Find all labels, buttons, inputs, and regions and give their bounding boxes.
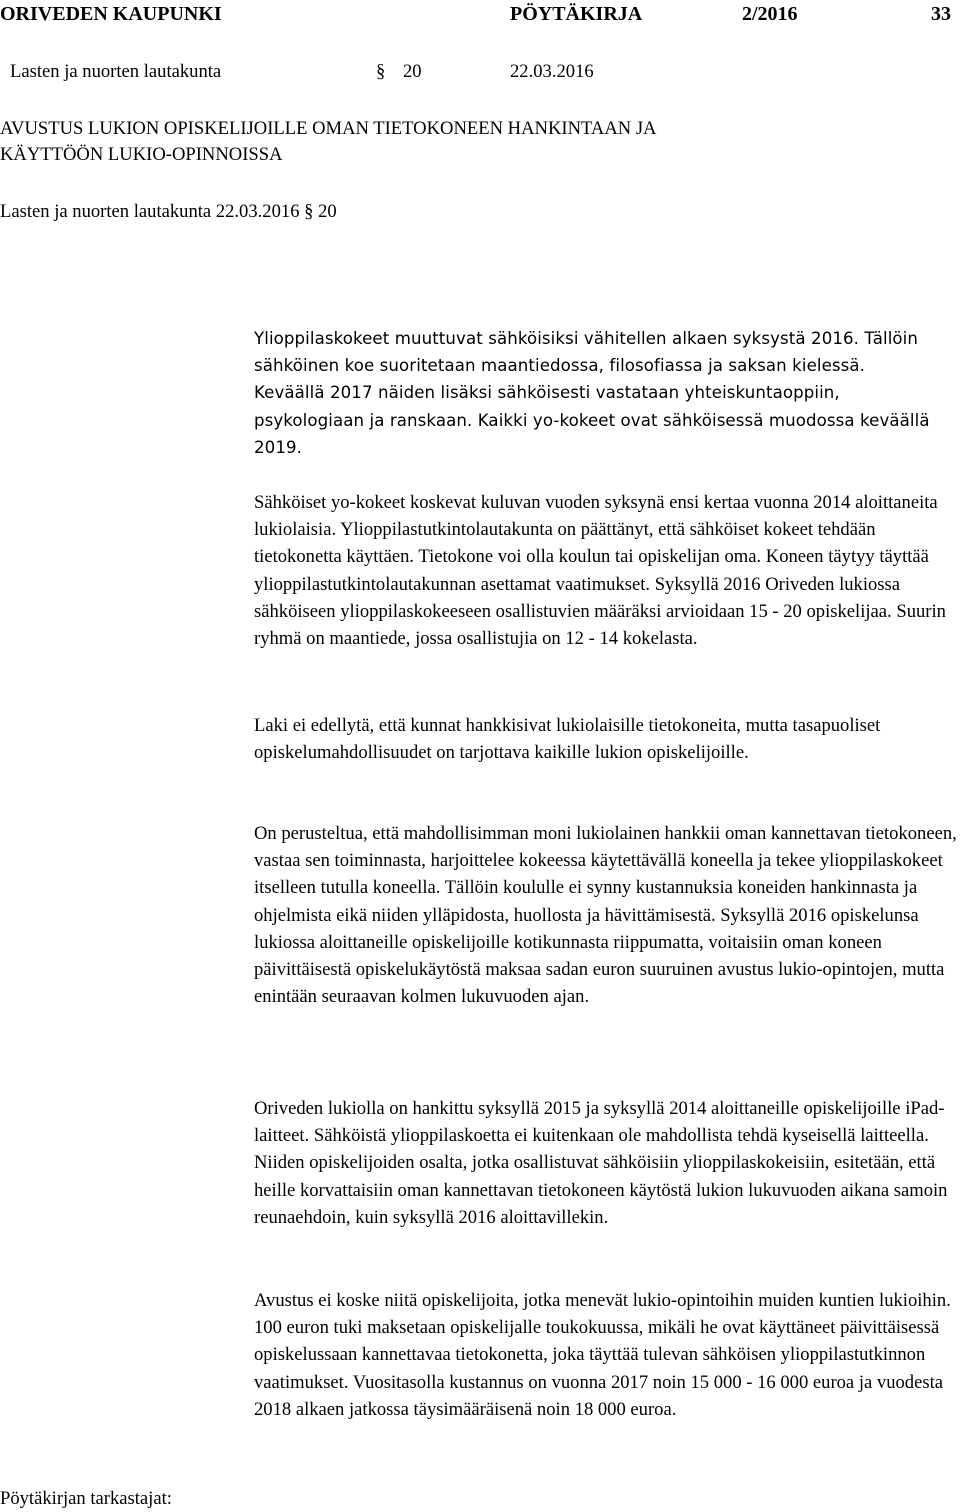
page-number: 33 xyxy=(931,3,951,25)
paragraph-2-block xyxy=(254,489,958,652)
section-number: 20 xyxy=(403,61,422,82)
doc-type: PÖYTÄKIRJA xyxy=(510,3,643,25)
doc-number: 2/2016 xyxy=(742,3,798,25)
paragraph: Sähköiset yo-kokeet koskevat kuluvan vuoden syksynä ensi kertaa vuonna 2014 aloittaneita lukiolaisia. Ylioppilastutkintolautakunta on päättänyt, että sähköiset kokeet tehdään tietokonetta käyttäen. Tietokone voi olla koulun tai opiskelijan oma. Koneen täytyy täyttää ylioppilastutkintolautakunnan asettamat vaatimukset. Syksyllä 2016 Oriveden lukiossa sähköiseen ylioppilaskokeeseen osallistuvien määräksi arvioidaan 15 - 20 opiskelijaa. Suurin ryhmä on maantiede, jossa osallistujia on 12 - 14 kokelasta. xyxy=(254,492,946,650)
meeting-reference: Lasten ja nuorten lautakunta 22.03.2016 § 20 xyxy=(0,201,337,222)
footer-label: Pöytäkirjan tarkastajat: xyxy=(0,1488,172,1509)
paragraph: Ylioppilaskokeet muuttuvat sähköisiksi vähitellen alkaen syksystä 2016. Tällöin sähköinen koe suoritetaan maantiedossa, filosofiassa ja saksan kielessä. Keväällä 2017 näiden lisäksi sähköisesti vastataan yhteiskuntaoppiin, psykologiaan ja ranskaan. Kaikki yo-kokeet ovat sähköisessä muodossa keväällä 2019. xyxy=(254,329,930,457)
paragraph-5-block xyxy=(254,1095,958,1231)
section-symbol: § xyxy=(376,61,386,82)
paragraph: Avustus ei koske niitä opiskelijoita, jotka menevät lukio-opintoihin muiden kuntien lukioihin. 100 euron tuki maksetaan opiskelijalle toukokuussa, mikäli he ovat käyttäneet päivittäisessä opiskelussaan kannettavaa tietokonetta, joka täyttää tulevan sähköisen ylioppilastutkinnon vaatimukset. Vuositasolla kustannus on vuonna 2017 noin 15 000 - 16 000 euroa ja vuodesta 2018 alkaen jatkossa täysimääräisenä noin 18 000 euroa. xyxy=(254,1290,951,1420)
paragraph-4-block xyxy=(254,820,958,1010)
paragraph: Oriveden lukiolla on hankittu syksyllä 2015 ja syksyllä 2014 aloittaneille opiskelijoille iPad-laitteet. Sähköistä ylioppilaskoetta ei kuitenkaan ole mahdollista tehdä kyseisellä laitteella. Niiden opiskelijoiden osalta, jotka osallistuvat sähköisiin ylioppilaskokeisiin, esitetään, että heille korvattaisiin oman kannettavan tietokoneen käytöstä lukion lukuvuoden aikana samoin reunaehdoin, kuin syksyllä 2016 aloittavillekin. xyxy=(254,1098,948,1228)
document-title xyxy=(0,116,656,168)
title-line: AVUSTUS LUKION OPISKELIJOILLE OMAN TIETOKONEEN HANKINTAAN JA xyxy=(0,118,657,139)
paragraph-3-block xyxy=(254,712,934,766)
title-line: KÄYTTÖÖN LUKIO-OPINNOISSA xyxy=(0,144,283,165)
paragraph: Laki ei edellytä, että kunnat hankkisivat lukiolaisille tietokoneita, mutta tasapuoliset opiskelumahdollisuudet on tarjottava kaikille lukion opiskelijoille. xyxy=(254,715,881,764)
paragraph-6-block xyxy=(254,1287,958,1423)
paragraph-1-block xyxy=(254,325,934,461)
committee-name: Lasten ja nuorten lautakunta xyxy=(10,61,222,82)
org-name: ORIVEDEN KAUPUNKI xyxy=(0,3,222,25)
meeting-date: 22.03.2016 xyxy=(510,61,594,82)
paragraph: On perusteltua, että mahdollisimman moni lukiolainen hankkii oman kannettavan tietokoneen, vastaa sen toiminnasta, harjoittelee kokeessa käytettävällä koneella ja tekee ylioppilaskokeet itselleen tutulla koneella. Tällöin koululle ei synny kustannuksia koneiden hankinnasta ja ohjelmista eikä niiden ylläpidosta, huollosta ja hävittämisestä. Syksyllä 2016 opiskelunsa lukiossa aloittaneille opiskelijoille kotikunnasta riippumatta, voitaisiin oman koneen päivittäisestä opiskelukäytöstä maksaa sadan euron suuruinen avustus lukio-opintojen, mutta enintään seuraavan kolmen lukuvuoden ajan. xyxy=(254,823,957,1008)
